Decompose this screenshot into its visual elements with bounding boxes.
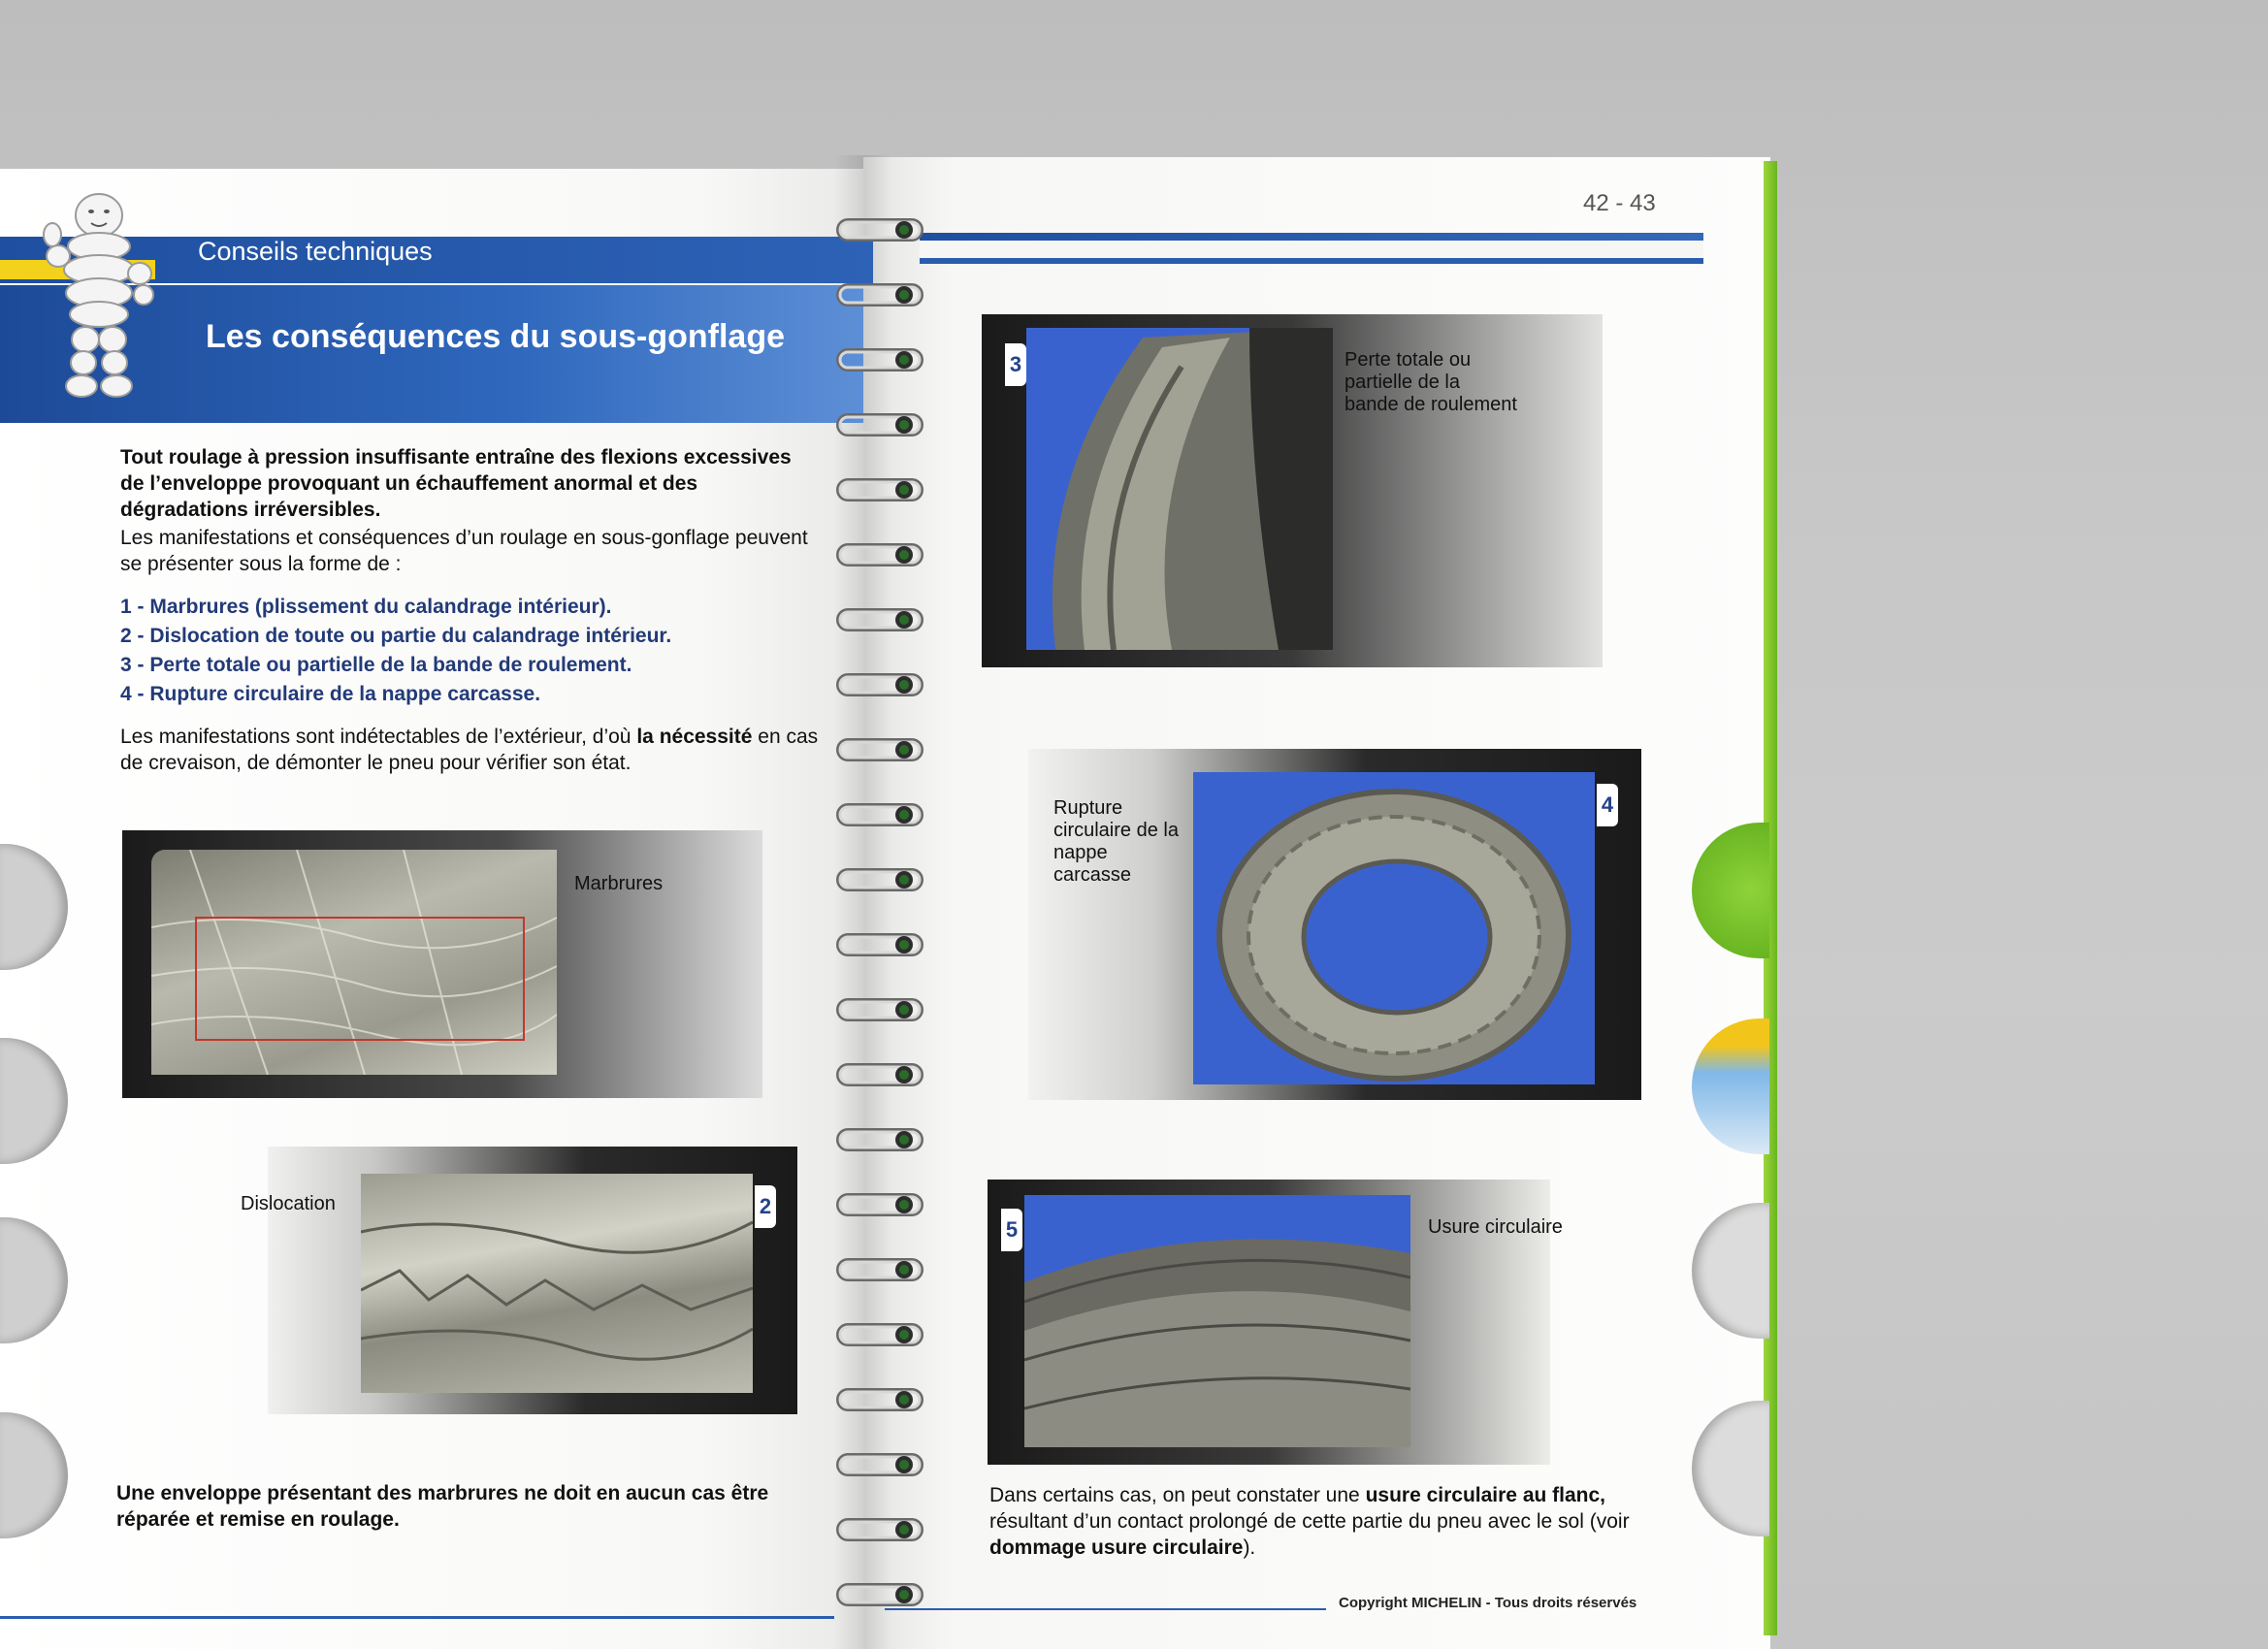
binding-ring xyxy=(836,607,923,632)
detection-note xyxy=(120,724,819,776)
note-text: Les manifestations sont indétectables de l’extérieur, d’où xyxy=(120,726,632,748)
binding-ring xyxy=(836,932,923,957)
binding-ring xyxy=(836,1517,923,1542)
footer-line xyxy=(0,1616,834,1619)
header-band-right-inner xyxy=(920,241,1703,260)
binding-ring xyxy=(836,672,923,697)
circular-wear-photo xyxy=(1024,1195,1410,1447)
footer-line xyxy=(885,1608,1326,1610)
wear-text: ). xyxy=(1243,1536,1256,1559)
binding-ring xyxy=(836,1582,923,1607)
tread-loss-photo xyxy=(1026,328,1333,650)
binding-ring xyxy=(836,1127,923,1152)
binding-ring xyxy=(836,1322,923,1347)
dislocation-photo xyxy=(361,1174,753,1393)
binding-ring xyxy=(836,1192,923,1217)
section-label: Conseils techniques xyxy=(198,237,433,266)
binding-ring xyxy=(836,412,923,437)
list-item: 4 - Rupture circulaire de la nappe carcasse. xyxy=(120,683,541,705)
list-item: 2 - Dislocation de toute ou partie du calandrage intérieur. xyxy=(120,625,672,647)
binding-ring xyxy=(836,737,923,762)
binding-ring xyxy=(836,1452,923,1477)
binding-ring xyxy=(836,282,923,307)
wear-text: résultant d’un contact prolongé de cette partie du pneu avec le sol (voir xyxy=(989,1510,1630,1533)
dislocation-caption: Dislocation xyxy=(241,1193,336,1214)
photo-number-tab: 2 xyxy=(755,1185,776,1228)
page-title: Les conséquences du sous-gonflage xyxy=(206,318,786,355)
binding-ring xyxy=(836,347,923,372)
intro-text: Les manifestations et conséquences d’un roulage en sous-gonflage peuvent se présenter sous la forme de : xyxy=(120,527,808,575)
wear-text: Dans certains cas, on peut constater une xyxy=(989,1484,1360,1506)
binding-ring xyxy=(836,217,923,242)
binding-ring xyxy=(836,542,923,567)
circular-wear-caption: Usure circulaire xyxy=(1428,1216,1563,1238)
intro-bold-text: Tout roulage à pression insuffisante entraîne des flexions excessives de l’enveloppe provoquant un échauffement anormal et des dégradations irréversibles. xyxy=(120,446,792,521)
carcass-rupture-caption: Rupture circulaire de la nappe carcasse xyxy=(1053,797,1179,886)
tread-loss-caption: Perte totale ou partielle de la bande de roulement xyxy=(1345,349,1517,415)
binding-ring xyxy=(836,802,923,827)
consequences-list xyxy=(120,594,671,710)
binding-ring xyxy=(836,477,923,502)
binding-ring xyxy=(836,1062,923,1087)
carcass-rupture-photo xyxy=(1193,772,1595,1084)
copyright: Copyright MICHELIN - Tous droits réservés xyxy=(1339,1595,1637,1611)
header-band-right-line xyxy=(920,258,1703,264)
wear-bold: usure circulaire au flanc, xyxy=(1365,1484,1606,1506)
binding-ring xyxy=(836,997,923,1022)
wear-link[interactable]: dommage usure circulaire xyxy=(989,1536,1244,1559)
photo-number-tab: 3 xyxy=(1005,343,1026,386)
photo-number-tab: 4 xyxy=(1597,784,1618,826)
binding-ring xyxy=(836,1387,923,1412)
note-text: en cas de crevaison, de démonter le pneu pour vérifier son état. xyxy=(120,726,819,774)
michelin-mascot-icon xyxy=(39,184,155,407)
marbrures-caption: Marbrures xyxy=(574,873,664,894)
note-bold: la nécessité xyxy=(636,726,753,748)
page-numbers: 42 - 43 xyxy=(1583,190,1656,216)
final-warning: Une enveloppe présentant des marbrures ne doit en aucun cas être réparée et remise en roulage. xyxy=(116,1482,769,1531)
circular-wear-text xyxy=(989,1482,1688,1561)
list-item: 3 - Perte totale ou partielle de la bande de roulement. xyxy=(120,654,632,676)
list-item: 1 - Marbrures (plissement du calandrage intérieur). xyxy=(120,596,612,618)
photo-number-tab: 5 xyxy=(1001,1209,1022,1251)
binding-ring xyxy=(836,867,923,892)
binding-ring xyxy=(836,1257,923,1282)
marbrures-photo xyxy=(151,850,557,1075)
